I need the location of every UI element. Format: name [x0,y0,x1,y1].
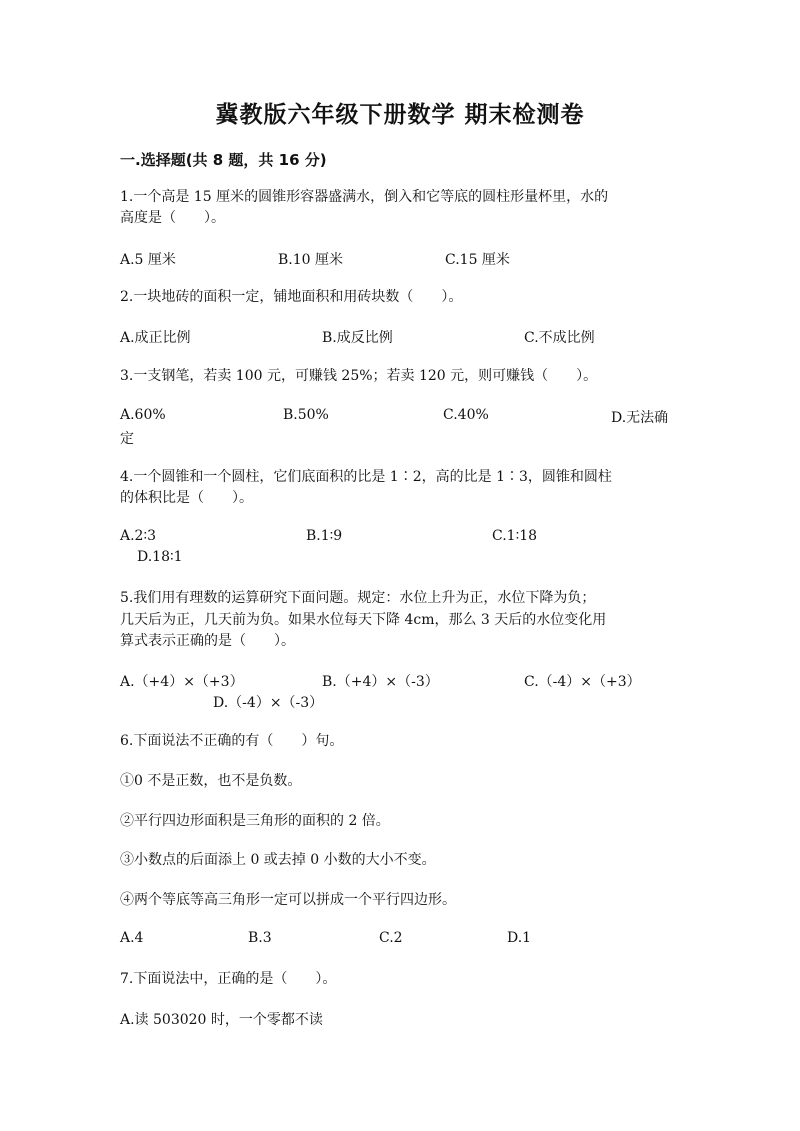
question-6-statement-1: ①0 不是正数，也不是负数。 [120,773,302,789]
question-3-option-b: B.50% [283,407,329,423]
question-6-option-d: D.1 [507,930,532,946]
question-4-option-b: B.1∶9 [306,528,343,544]
question-6-line-1: 6.下面说法不正确的有（ ）句。 [120,733,344,749]
question-3-option-d-wrap: 定 [120,431,134,447]
question-3-line-1: 3.一支钢笔，若卖 100 元，可赚钱 25%；若卖 120 元，则可赚钱（ ）。 [120,368,598,384]
question-5-option-b: B.（+4）×（-3） [322,674,439,690]
question-6-option-a: A.4 [120,930,144,946]
question-4-line-1: 4.一个圆锥和一个圆柱，它们底面积的比是 1∶2，高的比是 1∶3，圆锥和圆柱 [120,469,612,485]
question-1-line-1: 1.一个高是 15 厘米的圆锥形容器盛满水，倒入和它等底的圆柱形量杯里，水的 [120,189,609,205]
question-7-line-1: 7.下面说法中，正确的是（ ）。 [120,971,337,987]
question-3-option-a: A.60% [120,407,166,423]
question-2-option-a: A.成正比例 [120,330,191,346]
section-heading: 一.选择题(共 8 题，共 16 分) [120,151,327,169]
question-3-option-c: C.40% [443,407,489,423]
question-1-option-c: C.15 厘米 [445,252,510,268]
question-5-line-1: 5.我们用有理数的运算研究下面问题。规定：水位上升为正，水位下降为负； [120,590,596,606]
question-4-line-2: 的体积比是（ ）。 [120,490,253,506]
question-6-statement-3: ③小数点的后面添上 0 或去掉 0 小数的大小不变。 [120,852,436,868]
question-5-option-d: D.（-4）×（-3） [213,695,324,711]
question-1-line-2: 高度是（ ）。 [120,210,225,226]
question-1-option-b: B.10 厘米 [278,252,344,268]
question-5-option-c: C.（-4）×（+3） [524,674,641,690]
question-6-statement-4: ④两个等底等高三角形一定可以拼成一个平行四边形。 [120,892,456,908]
question-1-option-a: A.5 厘米 [120,252,176,268]
question-5-line-2: 几天后为正，几天前为负。如果水位每天下降 4cm，那么 3 天后的水位变化用 [120,612,607,628]
question-4-option-d: D.18∶1 [137,549,183,565]
question-2-option-c: C.不成比例 [524,330,595,346]
question-2-line-1: 2.一块地砖的面积一定，铺地面积和用砖块数（ ）。 [120,289,463,305]
question-7-option-a: A.读 503020 时，一个零都不读 [120,1012,323,1028]
question-4-option-a: A.2∶3 [120,528,157,544]
question-2-option-b: B.成反比例 [322,330,393,346]
question-5-line-3: 算式表示正确的是（ ）。 [120,633,295,649]
question-6-statement-2: ②平行四边形面积是三角形的面积的 2 倍。 [120,813,390,829]
page-title: 冀教版六年级下册数学 期末检测卷 [215,102,585,128]
question-4-option-c: C.1∶18 [492,528,538,544]
question-3-option-d: D.无法确 [611,410,669,426]
question-6-option-c: C.2 [379,930,403,946]
question-6-option-b: B.3 [248,930,272,946]
question-5-option-a: A.（+4）×（+3） [120,674,244,690]
